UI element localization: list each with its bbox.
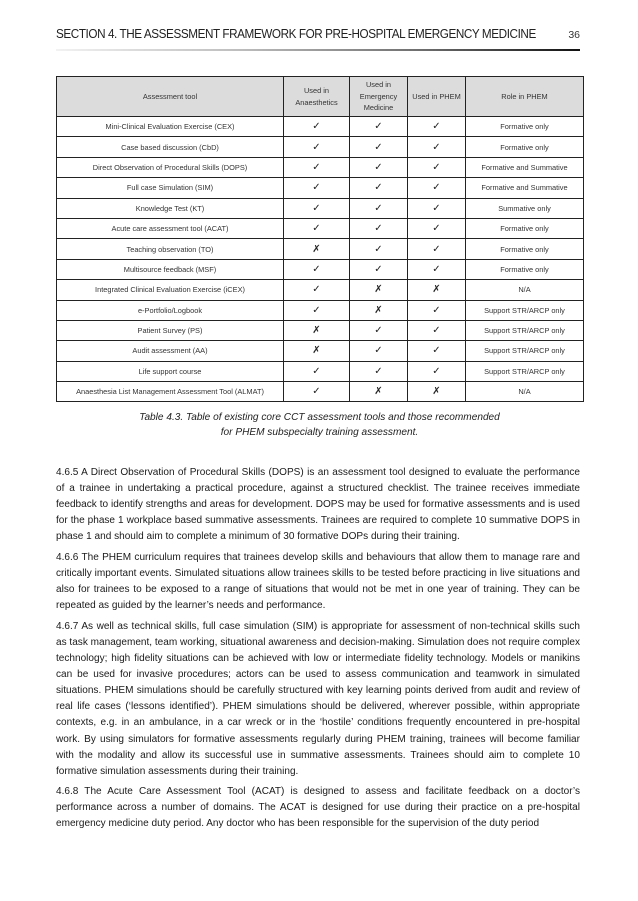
cell-emergency-medicine-mark: ✓ — [350, 198, 408, 218]
cell-role: Formative only — [466, 137, 584, 157]
cell-tool-name: Knowledge Test (KT) — [57, 198, 284, 218]
column-header-phem: Used in PHEM — [408, 77, 466, 117]
cell-anaesthetics-mark: ✓ — [284, 259, 350, 279]
cell-anaesthetics-mark: ✓ — [284, 300, 350, 320]
table-row — [57, 198, 584, 218]
cell-emergency-medicine-mark: ✓ — [350, 218, 408, 238]
cell-emergency-medicine-mark: ✓ — [350, 137, 408, 157]
cell-anaesthetics-mark: ✗ — [284, 341, 350, 361]
cell-anaesthetics-mark: ✓ — [284, 382, 350, 402]
table-row — [57, 341, 584, 361]
cell-phem-mark: ✓ — [408, 361, 466, 381]
cell-emergency-medicine-mark: ✓ — [350, 361, 408, 381]
cell-tool-name: Full case Simulation (SIM) — [57, 178, 284, 198]
cell-role: Support STR/ARCP only — [466, 300, 584, 320]
cell-role: Support STR/ARCP only — [466, 320, 584, 340]
assessment-tools-table — [56, 76, 584, 402]
table-row — [57, 259, 584, 279]
cell-emergency-medicine-mark: ✗ — [350, 382, 408, 402]
cell-phem-mark: ✗ — [408, 280, 466, 300]
cell-emergency-medicine-mark: ✓ — [350, 157, 408, 177]
cell-anaesthetics-mark: ✓ — [284, 361, 350, 381]
table-row — [57, 361, 584, 381]
cell-anaesthetics-mark: ✓ — [284, 280, 350, 300]
cell-phem-mark: ✓ — [408, 198, 466, 218]
table-row — [57, 137, 584, 157]
column-header-emergency-medicine: Used in Emergency Medicine — [350, 77, 408, 117]
cell-role: Support STR/ARCP only — [466, 361, 584, 381]
cell-tool-name: e-Portfolio/Logbook — [57, 300, 284, 320]
table-caption — [56, 410, 583, 440]
cell-tool-name: Audit assessment (AA) — [57, 341, 284, 361]
cell-phem-mark: ✓ — [408, 218, 466, 238]
cell-emergency-medicine-mark: ✗ — [350, 280, 408, 300]
page-number: 36 — [568, 29, 580, 41]
cell-emergency-medicine-mark: ✓ — [350, 259, 408, 279]
table-header-row — [57, 77, 584, 117]
table-row — [57, 239, 584, 259]
cell-tool-name: Mini-Clinical Evaluation Exercise (CEX) — [57, 117, 284, 137]
cell-emergency-medicine-mark: ✓ — [350, 117, 408, 137]
cell-tool-name: Acute care assessment tool (ACAT) — [57, 218, 284, 238]
table-row — [57, 218, 584, 238]
caption-line-1: Table 4.3. Table of existing core CCT assessment tools and those recommended — [139, 412, 500, 423]
cell-anaesthetics-mark: ✓ — [284, 218, 350, 238]
table-row — [57, 280, 584, 300]
cell-emergency-medicine-mark: ✓ — [350, 320, 408, 340]
cell-tool-name: Life support course — [57, 361, 284, 381]
column-header-anaesthetics: Used in Anaesthetics — [284, 77, 350, 117]
cell-role: N/A — [466, 280, 584, 300]
column-header-role: Role in PHEM — [466, 77, 584, 117]
cell-anaesthetics-mark: ✗ — [284, 320, 350, 340]
cell-tool-name: Direct Observation of Procedural Skills (DOPS) — [57, 157, 284, 177]
cell-anaesthetics-mark: ✓ — [284, 198, 350, 218]
cell-emergency-medicine-mark: ✓ — [350, 178, 408, 198]
paragraph-4-6-6: 4.6.6 The PHEM curriculum requires that trainees develop skills and behaviours that allow them to manage rare and critically important events. Simulated situations allow trainees skills to be tested before practicing in live situations and also for trainees to be exposed to a range of situations that would not be met in one year of training. They can be repeated as guided by the learner’s needs and performance. — [56, 551, 580, 612]
column-header-assessment-tool: Assessment tool — [57, 77, 284, 117]
cell-role: Formative only — [466, 117, 584, 137]
cell-role: Support STR/ARCP only — [466, 341, 584, 361]
cell-tool-name: Integrated Clinical Evaluation Exercise (iCEX) — [57, 280, 284, 300]
header-rule-divider — [56, 49, 580, 51]
cell-role: Formative only — [466, 218, 584, 238]
body-text — [56, 465, 580, 837]
paragraph-4-6-7: 4.6.7 As well as technical skills, full case simulation (SIM) is appropriate for assessment of non-technical skills such as task management, team working, situational awareness and decision-making. Simulation does not require complex technology; high fidelity situations can be achieved with low or intermediate fidelity technology. Models or manikins can be used for invasive procedures; actors can be used to assess communication and teamwork in simulated situations. PHEM simulations should be carefully structured with key learning points derived from audit and review of real life cases (‘lessons identified’). PHEM simulations should be delivered, wherever possible, within appropriate contexts, e.g. in an ambulance, in a car wreck or in the ‘hostile’ conditions frequently encountered in pre-hospital work. By using simulators for formative assessments regularly during PHEM training, trainees will become familiar with the modality and allow its successful use in summative assessments. Trainees should aim to complete 10 formative simulation assessments during their training. — [56, 620, 580, 777]
cell-role: Formative and Summative — [466, 157, 584, 177]
cell-role: Formative and Summative — [466, 178, 584, 198]
table-row — [57, 157, 584, 177]
section-title: SECTION 4. THE ASSESSMENT FRAMEWORK FOR PRE-HOSPITAL EMERGENCY MEDICINE — [56, 27, 536, 41]
paragraph-4-6-5: 4.6.5 A Direct Observation of Procedural Skills (DOPS) is an assessment tool designed to evaluate the performance of a trainee in undertaking a practical procedure, against a structured checklist. The trainee receives immediate feedback to identify strengths and areas for development. DOPS may be used for formative assessments and is used for the phase 1 workplace based summative assessments. Trainees are required to complete 10 summative DOPS in phase 1 and should aim to complete a minimum of 30 formative DOPs during their training. — [56, 467, 580, 543]
paragraph-4-6-8: 4.6.8 The Acute Care Assessment Tool (ACAT) is designed to assess and facilitate feedback on a doctor’s performance across a number of domains. The ACAT is designed for use during their practice on a pre-hospital emergency medicine duty period. Any doctor who has been responsible for the supervision of the duty period — [56, 786, 580, 830]
cell-role: Formative only — [466, 239, 584, 259]
cell-anaesthetics-mark: ✓ — [284, 117, 350, 137]
cell-tool-name: Multisource feedback (MSF) — [57, 259, 284, 279]
cell-phem-mark: ✓ — [408, 259, 466, 279]
cell-anaesthetics-mark: ✓ — [284, 178, 350, 198]
cell-emergency-medicine-mark: ✓ — [350, 341, 408, 361]
cell-tool-name: Patient Survey (PS) — [57, 320, 284, 340]
cell-anaesthetics-mark: ✗ — [284, 239, 350, 259]
table-row — [57, 300, 584, 320]
cell-role: Summative only — [466, 198, 584, 218]
cell-tool-name: Anaesthesia List Management Assessment Tool (ALMAT) — [57, 382, 284, 402]
cell-emergency-medicine-mark: ✗ — [350, 300, 408, 320]
cell-phem-mark: ✓ — [408, 341, 466, 361]
cell-phem-mark: ✓ — [408, 157, 466, 177]
cell-tool-name: Teaching observation (TO) — [57, 239, 284, 259]
cell-phem-mark: ✓ — [408, 137, 466, 157]
cell-phem-mark: ✓ — [408, 178, 466, 198]
caption-line-2: for PHEM subspecialty training assessment. — [220, 427, 419, 438]
cell-tool-name: Case based discussion (CbD) — [57, 137, 284, 157]
cell-phem-mark: ✓ — [408, 239, 466, 259]
cell-phem-mark: ✓ — [408, 320, 466, 340]
cell-role: N/A — [466, 382, 584, 402]
page-header — [56, 27, 580, 53]
cell-emergency-medicine-mark: ✓ — [350, 239, 408, 259]
table-row — [57, 178, 584, 198]
table-row — [57, 117, 584, 137]
cell-role: Formative only — [466, 259, 584, 279]
cell-phem-mark: ✓ — [408, 117, 466, 137]
table-row — [57, 382, 584, 402]
cell-phem-mark: ✗ — [408, 382, 466, 402]
table-row — [57, 320, 584, 340]
cell-anaesthetics-mark: ✓ — [284, 137, 350, 157]
cell-phem-mark: ✓ — [408, 300, 466, 320]
cell-anaesthetics-mark: ✓ — [284, 157, 350, 177]
